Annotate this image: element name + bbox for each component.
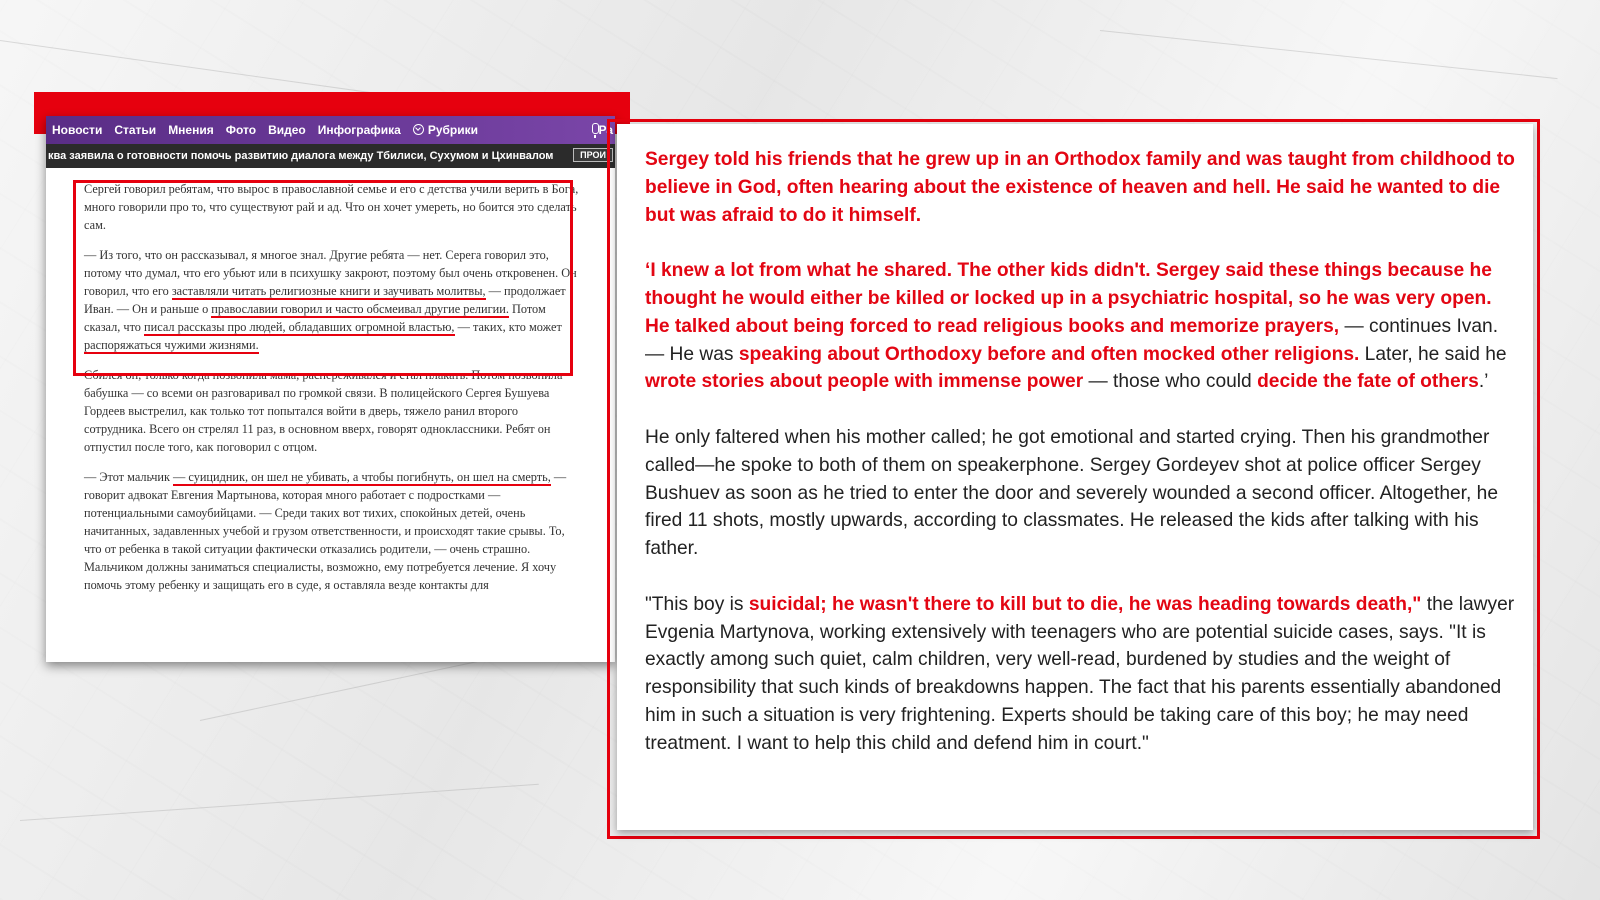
highlighted-phrase: suicidal; he wasn't there to kill but to die, he was heading towards death," <box>748 593 1422 615</box>
site-nav-bar <box>46 116 615 144</box>
highlighted-phrase: decide the fate of others <box>1257 371 1479 393</box>
underlined-phrase: распоряжаться чужими жизнями. <box>84 338 259 352</box>
nav-item-rubrics-label: Рубрики <box>427 123 479 137</box>
underlined-phrase: заставляли читать религиозные книги и заучивать молитвы, <box>171 284 486 298</box>
text-run: Потом сказал, что <box>84 302 546 334</box>
nav-item-rubrics[interactable] <box>413 123 478 137</box>
underlined-phrase: православии говорил и часто обсмеивал другие религии. <box>211 302 509 316</box>
ticker-text[interactable]: ква заявила о готовности помочь развитию диалога между Тбилиси, Сухумом и Цхинвалом <box>48 150 554 162</box>
highlighted-phrase: ‘I knew a lot from what he shared. The other kids didn't. Sergey said these things because he thought he would either be killed or locked up in a psychiatric hospital, so he was very open. He talked about being forced to read religious books and memorize prayers, <box>645 260 1492 337</box>
translation-paragraph-1 <box>645 146 1521 229</box>
text-run: — continues Ivan. — He was <box>645 315 1499 365</box>
nav-item-video[interactable]: Видео <box>268 123 306 137</box>
nav-item-news[interactable]: Новости <box>52 123 103 137</box>
article-paragraph-3: Сбился он, только когда позвонила мама, распереживался и стал плакать. Потом позвонила бабушка — со всеми он разговаривал по громкой связи. В полицейского Сергея Бушуева Гордеев выстрелил, как только тот попытался войти в дверь, тяжело ранил второго сотрудника. Всего он стрелял 11 раз, в основном вверх, говорят одноклассники. Ребят он отпустил после того, как поговорил с отцом. <box>84 368 563 454</box>
news-ticker <box>46 144 615 168</box>
text-run: — таких, кто может <box>454 320 562 334</box>
article-paragraph-2 <box>84 246 581 354</box>
text-run: .’ <box>1478 371 1489 393</box>
nav-item-opinions[interactable]: Мнения <box>168 123 214 137</box>
text-run: Later, he said he <box>1359 343 1507 365</box>
text-run: He only faltered when his mother called; he got emotional and started crying. Then his grandmother called—he spoke to both of them on speakerphone. Sergey Gordeyev shot at police officer Sergey Bushuev as soon as he tried to enter the door and severely wounded a second officer. Altogether, he fired 11 shots, mostly upwards, according to classmates. He released the kids after talking with his father. <box>645 426 1498 560</box>
marble-vein <box>0 40 416 99</box>
nav-item-cut-off[interactable]: Ра <box>598 123 613 137</box>
translation-paragraph-3 <box>645 424 1521 563</box>
translation-paragraph-4 <box>645 591 1521 758</box>
text-run: — продолжает Иван. — Он и раньше о <box>84 284 566 316</box>
nav-item-infographics[interactable]: Инфографика <box>317 123 401 137</box>
ticker-more-button[interactable]: ПРОИ <box>573 148 613 162</box>
text-run: — Этот мальчик <box>84 470 174 484</box>
highlighted-phrase: speaking about Orthodoxy before and often mocked other religions. <box>738 343 1360 365</box>
underlined-phrase: — суицидник, он шел не убивать, а чтобы погибнуть, он шел на смерть, <box>173 470 551 484</box>
text-run: "This boy is <box>645 593 749 615</box>
chevron-circle-icon <box>413 124 424 135</box>
marble-vein <box>1100 30 1558 79</box>
translation-paragraph-2 <box>645 257 1521 396</box>
original-article-screenshot <box>46 116 615 662</box>
article-paragraph-1: Сергей говорил ребятам, что вырос в православной семье и его с детства учили верить в Бога, много говорили про то, что существуют рай и ад. Что он хочет умереть, но боится это сделать сам. <box>84 182 579 232</box>
translation-panel <box>617 124 1533 830</box>
underlined-phrase: писал рассказы про людей, обладавших огромной властью, <box>144 320 455 334</box>
text-run: — Из того, что он рассказывал, я многое знал. Другие ребята — нет. Серега говорил это, потому что думал, что его убьют или в психушку закроют, поэтому был очень откровенен. Он говорил, что его <box>84 248 577 298</box>
text-run: — говорит адвокат Евгения Мартынова, которая много работает с подростками — потенциальными самоубийцами. — Среди таких вот тихих, спокойных детей, очень начитанных, задавленных учебой и грузом ответственности, и происходят такие срывы. То, что от ребенка в такой ситуации фактически отказались родители, — очень страшно. Мальчиком должны заниматься специалисты, возможно, ему потребуется лечение. Я хочу помочь этому ребенку и защищать его в суде, я оставляла везде контакты для <box>84 470 567 592</box>
article-paragraph-4 <box>84 468 581 594</box>
marble-vein <box>20 784 539 821</box>
highlighted-phrase: wrote stories about people with immense power <box>645 371 1084 393</box>
text-run: — those who could <box>1083 371 1258 393</box>
original-article-body <box>46 168 615 594</box>
nav-item-photo[interactable]: Фото <box>225 123 257 137</box>
nav-item-articles[interactable]: Статьи <box>114 123 157 137</box>
text-run: the lawyer Evgenia Martynova, working extensively with teenagers who are potential suicide cases, says. "It is exactly among such quiet, calm children, very well-read, burdened by studies and the weight of responsibility that such kinds of breakdowns happen. The fact that his parents essentially abandoned him in such a situation is very frightening. Experts should be taking care of this boy; he may need treatment. I want to help this child and defend him in court." <box>645 593 1515 754</box>
highlighted-phrase: Sergey told his friends that he grew up in an Orthodox family and was taught from childhood to believe in God, often hearing about the existence of heaven and hell. He said he wanted to die but was afraid to do it himself. <box>645 149 1515 226</box>
